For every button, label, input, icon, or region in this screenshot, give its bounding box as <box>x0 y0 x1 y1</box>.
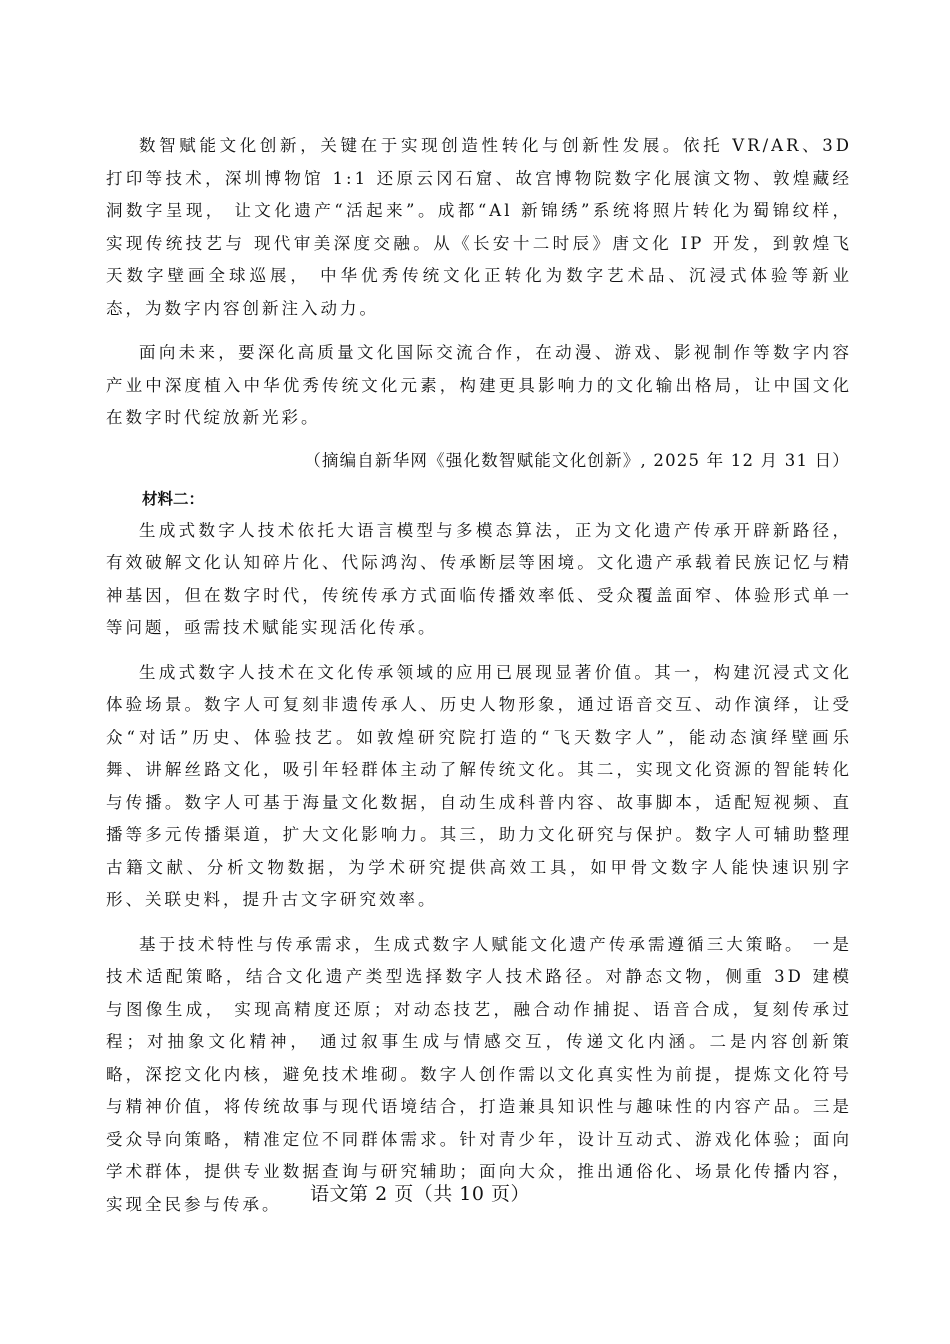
spacer <box>106 325 852 337</box>
material2-paragraph-1: 生成式数字人技术依托大语言模型与多模态算法，正为文化遗产传承开辟新路径，有效破解文化认知碎片化、代际鸿沟、传承断层等困境。文化遗产承载着民族记忆与精神基因，但在数字时代，传统传承方式面临传播效率低、受众覆盖面窄、体验形式单一等问题，亟需技术赋能实现活化传承。 <box>106 520 852 637</box>
material1-paragraph-1: 数智赋能文化创新，关键在于实现创造性转化与创新性发展。依托 VR/AR、3D 打印等技术，深圳博物馆 1:1 还原云冈石窟、故宫博物院数字化展演文物、敦煌藏经洞数字呈现， 让文化遗产“活起来”。成都“Al 新锦绣”系统将照片转化为蜀锦纹样，实现传统技艺与 现代审美深度交融。从《长安十二时辰》唐文化 IP 开发，到敦煌飞天数字壁画全球巡展， 中华优秀传统文化正转化为数字艺术品、沉浸式体验等新业态，为数字内容创新注入动力。 <box>106 136 852 318</box>
page-footer: 语文第 2 页（共 10 页） <box>310 1183 530 1205</box>
document-body <box>106 130 852 1221</box>
material1-source-citation: （摘编自新华网《强化数智赋能文化创新》, 2025 年 12 月 31 日） <box>304 450 850 470</box>
material1-paragraph-2: 面向未来，要深化高质量文化国际交流合作，在动漫、游戏、影视制作等数字内容产业中深度植入中华优秀传统文化元素，构建更具影响力的文化输出格局，让中国文化在数字时代绽放新光彩。 <box>106 343 852 427</box>
material2-paragraph-3: 基于技术特性与传承需求，生成式数字人赋能文化遗产传承需遵循三大策略。 一是技术适配策略，结合文化遗产类型选择数字人技术路径。对静态文物，侧重 3D 建模与图像生成， 实现高精度还原；对动态技艺，融合动作捕捉、语音合成，复刻传承过程；对抽象文化精神， 通过叙事生成与情感交互，传递文化内涵。二是内容创新策略，深挖文化内核，避免技术堆砌。数字人创作需以文化真实性为前提，提炼文化符号与精神价值，将传统故事与现代语境结合，打造兼具知识性与趣味性的内容产品。三是受众导向策略，精准定位不同群体需求。针对青少年，设计互动式、游戏化体验；面向学术群体，提供专业数据查询与研究辅助；面向大众，推出通俗化、场景化传播内容，实现全民参与传承。 <box>106 934 852 1214</box>
spacer <box>106 917 852 929</box>
spacer <box>106 435 852 445</box>
material2-heading: 材料二： <box>142 489 205 508</box>
spacer <box>106 645 852 657</box>
material2-paragraph-2: 生成式数字人技术在文化传承领域的应用已展现显著价值。其一，构建沉浸式文化体验场景。数字人可复刻非遗传承人、历史人物形象，通过语音交互、动作演绎，让受众“对话”历史、体验技艺。如敦煌研究院打造的“飞天数字人”，能动态演绎壁画乐舞、讲解丝路文化，吸引年轻群体主动了解传统文化。其二，实现文化资源的智能转化与传播。数字人可基于海量文化数据，自动生成科普内容、故事脚本，适配短视频、直播等多元传播渠道，扩大文化影响力。其三，助力文化研究与保护。数字人可辅助整理古籍文献、分析文物数据，为学术研究提供高效工具，如甲骨文数字人能快速识别字形、关联史料，提升古文字研究效率。 <box>106 662 852 909</box>
